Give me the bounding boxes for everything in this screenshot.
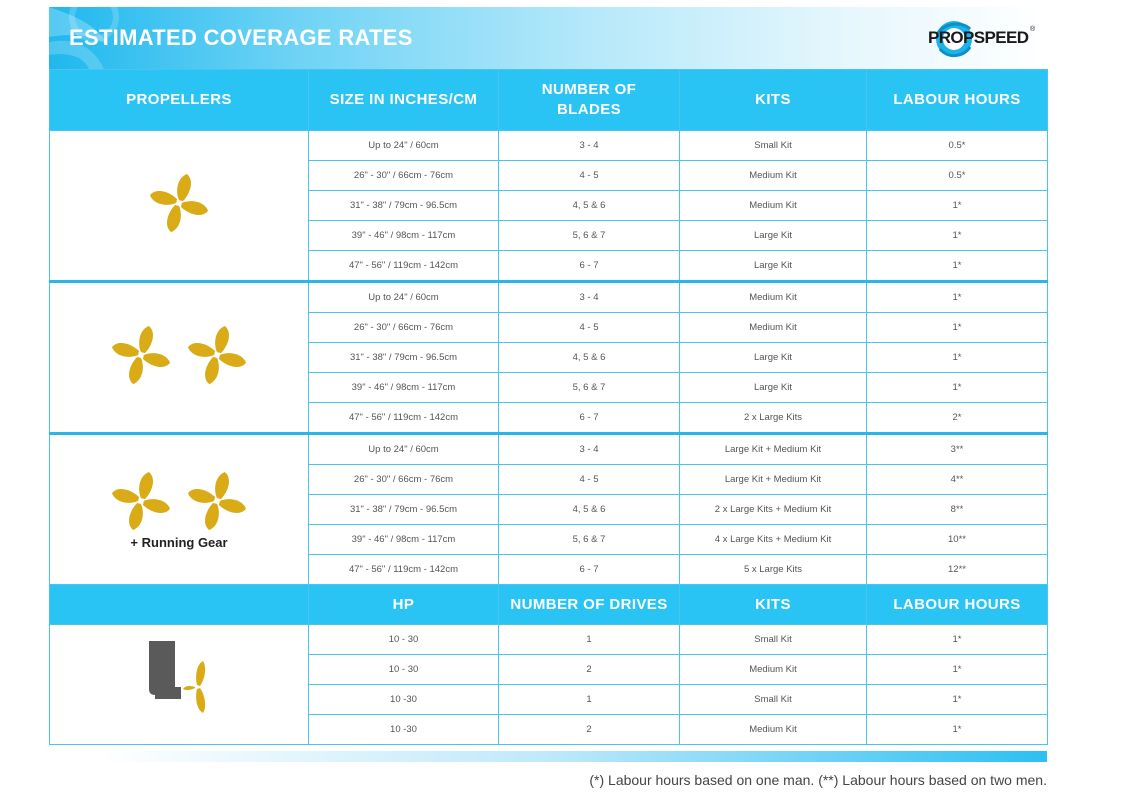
blades-cell: 4 - 5 <box>499 465 680 495</box>
kits-cell: Medium Kit <box>680 313 867 343</box>
hp-cell: 10 - 30 <box>309 655 499 685</box>
kits-cell: Small Kit <box>680 625 867 655</box>
drives-header-row <box>50 585 1048 625</box>
page-title: ESTIMATED COVERAGE RATES <box>69 25 413 50</box>
kits-cell: Medium Kit <box>680 282 867 313</box>
blades-cell: 4, 5 & 6 <box>499 495 680 525</box>
labour-cell: 1* <box>867 343 1048 373</box>
column-header-drive-labour: LABOUR HOURS <box>867 585 1048 625</box>
labour-cell: 0.5* <box>867 161 1048 191</box>
blades-cell: 3 - 4 <box>499 434 680 465</box>
kits-cell: Small Kit <box>680 131 867 161</box>
column-header-drive-icon <box>50 585 309 625</box>
kits-cell: Medium Kit <box>680 715 867 745</box>
column-header-drives: NUMBER OF DRIVES <box>499 585 680 625</box>
table-header-row <box>50 70 1048 131</box>
size-cell: 47" - 56" / 119cm - 142cm <box>309 403 499 434</box>
size-cell: Up to 24" / 60cm <box>309 434 499 465</box>
labour-cell: 1* <box>867 373 1048 403</box>
running-gear-cell <box>50 434 309 585</box>
kits-cell: Large Kit <box>680 251 867 282</box>
propeller-icon <box>148 172 210 234</box>
size-cell: Up to 24" / 60cm <box>309 282 499 313</box>
labour-cell: 1* <box>867 625 1048 655</box>
kits-cell: 2 x Large Kits <box>680 403 867 434</box>
coverage-table <box>49 69 1048 745</box>
table-row <box>50 131 1048 161</box>
kits-cell: Large Kit + Medium Kit <box>680 465 867 495</box>
blades-cell: 4 - 5 <box>499 313 680 343</box>
hp-cell: 10 -30 <box>309 715 499 745</box>
kits-cell: Large Kit <box>680 373 867 403</box>
labour-cell: 12** <box>867 555 1048 585</box>
kits-cell: Medium Kit <box>680 191 867 221</box>
size-cell: 39" - 46" / 98cm - 117cm <box>309 221 499 251</box>
column-header-size: SIZE IN INCHES/CM <box>309 70 499 131</box>
blades-cell: 6 - 7 <box>499 555 680 585</box>
kits-cell: Large Kit + Medium Kit <box>680 434 867 465</box>
propeller-icon <box>110 324 172 386</box>
bottom-gradient-strip <box>49 751 1047 762</box>
labour-cell: 1* <box>867 221 1048 251</box>
column-header-drive-kits: KITS <box>680 585 867 625</box>
blades-cell: 5, 6 & 7 <box>499 373 680 403</box>
column-header-labour: LABOUR HOURS <box>867 70 1048 131</box>
labour-cell: 1* <box>867 685 1048 715</box>
labour-cell: 8** <box>867 495 1048 525</box>
blades-cell: 6 - 7 <box>499 403 680 434</box>
kits-cell: 4 x Large Kits + Medium Kit <box>680 525 867 555</box>
kits-cell: Medium Kit <box>680 655 867 685</box>
blades-cell: 6 - 7 <box>499 251 680 282</box>
size-cell: 39" - 46" / 98cm - 117cm <box>309 525 499 555</box>
hp-cell: 10 - 30 <box>309 625 499 655</box>
running-gear-label: + Running Gear <box>130 534 228 550</box>
table-row <box>50 625 1048 655</box>
size-cell: 31" - 38" / 79cm - 96.5cm <box>309 495 499 525</box>
stern-drive-cell <box>50 625 309 745</box>
propeller-icon <box>186 324 248 386</box>
blades-cell: 5, 6 & 7 <box>499 221 680 251</box>
footnote: (*) Labour hours based on one man. (**) Labour hours based on two men. <box>589 772 1047 788</box>
labour-cell: 1* <box>867 282 1048 313</box>
table-row <box>50 282 1048 313</box>
single-propeller-cell <box>50 131 309 282</box>
hp-cell: 10 -30 <box>309 685 499 715</box>
drives-cell: 2 <box>499 715 680 745</box>
labour-cell: 0.5* <box>867 131 1048 161</box>
kits-cell: Medium Kit <box>680 161 867 191</box>
twin-propeller-cell <box>50 282 309 434</box>
kits-cell: 5 x Large Kits <box>680 555 867 585</box>
table-row <box>50 434 1048 465</box>
drives-cell: 1 <box>499 685 680 715</box>
drives-cell: 1 <box>499 625 680 655</box>
blades-cell: 3 - 4 <box>499 131 680 161</box>
column-header-kits: KITS <box>680 70 867 131</box>
column-header-propellers: PROPELLERS <box>50 70 309 131</box>
blades-cell: 3 - 4 <box>499 282 680 313</box>
size-cell: 26" - 30" / 66cm - 76cm <box>309 465 499 495</box>
blades-cell: 4 - 5 <box>499 161 680 191</box>
labour-cell: 1* <box>867 715 1048 745</box>
kits-cell: Small Kit <box>680 685 867 715</box>
blades-cell: 5, 6 & 7 <box>499 525 680 555</box>
logo-wordmark: PROPSPEED <box>928 28 1029 47</box>
blades-cell: 4, 5 & 6 <box>499 343 680 373</box>
propeller-icon <box>186 470 248 532</box>
propeller-icon <box>110 470 172 532</box>
labour-cell: 3** <box>867 434 1048 465</box>
kits-cell: 2 x Large Kits + Medium Kit <box>680 495 867 525</box>
size-cell: 26" - 30" / 66cm - 76cm <box>309 313 499 343</box>
labour-cell: 1* <box>867 313 1048 343</box>
kits-cell: Large Kit <box>680 343 867 373</box>
size-cell: 39" - 46" / 98cm - 117cm <box>309 373 499 403</box>
size-cell: 26" - 30" / 66cm - 76cm <box>309 161 499 191</box>
labour-cell: 1* <box>867 191 1048 221</box>
labour-cell: 1* <box>867 251 1048 282</box>
labour-cell: 10** <box>867 525 1048 555</box>
kits-cell: Large Kit <box>680 221 867 251</box>
drives-cell: 2 <box>499 655 680 685</box>
logo-registered-mark: ® <box>1030 26 1036 33</box>
labour-cell: 2* <box>867 403 1048 434</box>
size-cell: 31" - 38" / 79cm - 96.5cm <box>309 191 499 221</box>
size-cell: Up to 24" / 60cm <box>309 131 499 161</box>
labour-cell: 1* <box>867 655 1048 685</box>
size-cell: 47" - 56" / 119cm - 142cm <box>309 555 499 585</box>
blades-cell: 4, 5 & 6 <box>499 191 680 221</box>
header-banner <box>49 7 1047 69</box>
stern-drive-icon <box>139 639 219 725</box>
size-cell: 31" - 38" / 79cm - 96.5cm <box>309 343 499 373</box>
labour-cell: 4** <box>867 465 1048 495</box>
size-cell: 47" - 56" / 119cm - 142cm <box>309 251 499 282</box>
column-header-blades: NUMBER OF BLADES <box>499 70 680 131</box>
propspeed-logo <box>928 15 1040 63</box>
column-header-hp: HP <box>309 585 499 625</box>
